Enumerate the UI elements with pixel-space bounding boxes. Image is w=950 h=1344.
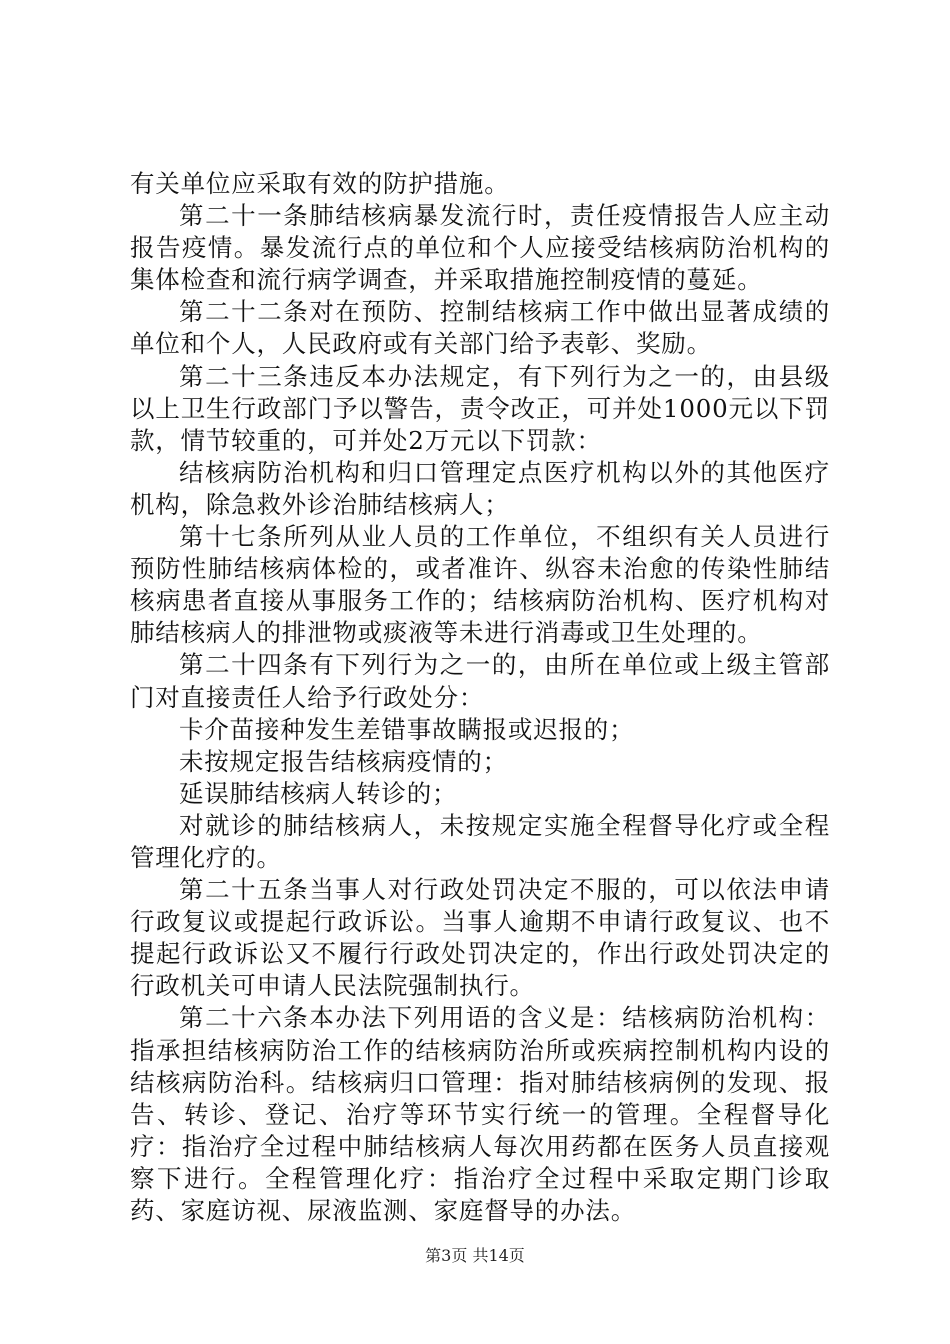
paragraph-article-21: 第二十一条肺结核病暴发流行时，责任疫情报告人应主动报告疫情。暴发流行点的单位和个人应接受结核病防治机构的集体检查和流行病学调查，并采取措施控制疫情的蔓延。 [130,201,830,295]
paragraph-article-23: 第二十三条违反本办法规定，有下列行为之一的，由县级以上卫生行政部门予以警告，责令改正，可并处1000元以下罚款，情节较重的，可并处2万元以下罚款： [130,361,830,455]
paragraph-article-25: 第二十五条当事人对行政处罚决定不服的，可以依法申请行政复议或提起行政诉讼。当事人逾期不申请行政复议、也不提起行政诉讼又不履行行政处罚决定的，作出行政处罚决定的行政机关可申请人民法院强制执行。 [130,875,830,1001]
paragraph-article-26: 第二十六条本办法下列用语的含义是：结核病防治机构：指承担结核病防治工作的结核病防治所或疾病控制机构内设的结核病防治科。结核病归口管理：指对肺结核病例的发现、报告、转诊、登记、治疗等环节实行统一的管理。全程督导化疗：指治疗全过程中肺结核病人每次用药都在医务人员直接观察下进行。全程管理化疗：指治疗全过程中采取定期门诊取药、家庭访视、尿液监测、家庭督导的办法。 [130,1003,830,1225]
paragraph-article-24-item-4: 对就诊的肺结核病人，未按规定实施全程督导化疗或全程管理化疗的。 [130,810,830,872]
paragraph-article-23-item-1: 结核病防治机构和归口管理定点医疗机构以外的其他医疗机构，除急救外诊治肺结核病人； [130,457,830,519]
paragraph-continuation: 有关单位应采取有效的防护措施。 [130,169,510,198]
page-number-footer: 第3页 共14页 [425,1246,525,1265]
paragraph-article-23-item-2: 第十七条所列从业人员的工作单位，不组织有关人员进行预防性肺结核病体检的，或者准许、纵容未治愈的传染性肺结核病患者直接从事服务工作的；结核病防治机构、医疗机构对肺结核病人的排泄物或痰液等未进行消毒或卫生处理的。 [130,522,830,648]
document-body [130,168,830,1227]
paragraph-article-24: 第二十四条有下列行为之一的，由所在单位或上级主管部门对直接责任人给予行政处分： [130,650,830,712]
paragraph-article-24-item-2: 未按规定报告结核病疫情的； [179,746,508,776]
paragraph-article-24-item-3: 延误肺结核病人转诊的； [179,778,458,808]
paragraph-article-22: 第二十二条对在预防、控制结核病工作中做出显著成绩的单位和个人，人民政府或有关部门给予表彰、奖励。 [130,297,830,359]
paragraph-article-24-item-1: 卡介苗接种发生差错事故瞒报或迟报的； [179,714,635,744]
